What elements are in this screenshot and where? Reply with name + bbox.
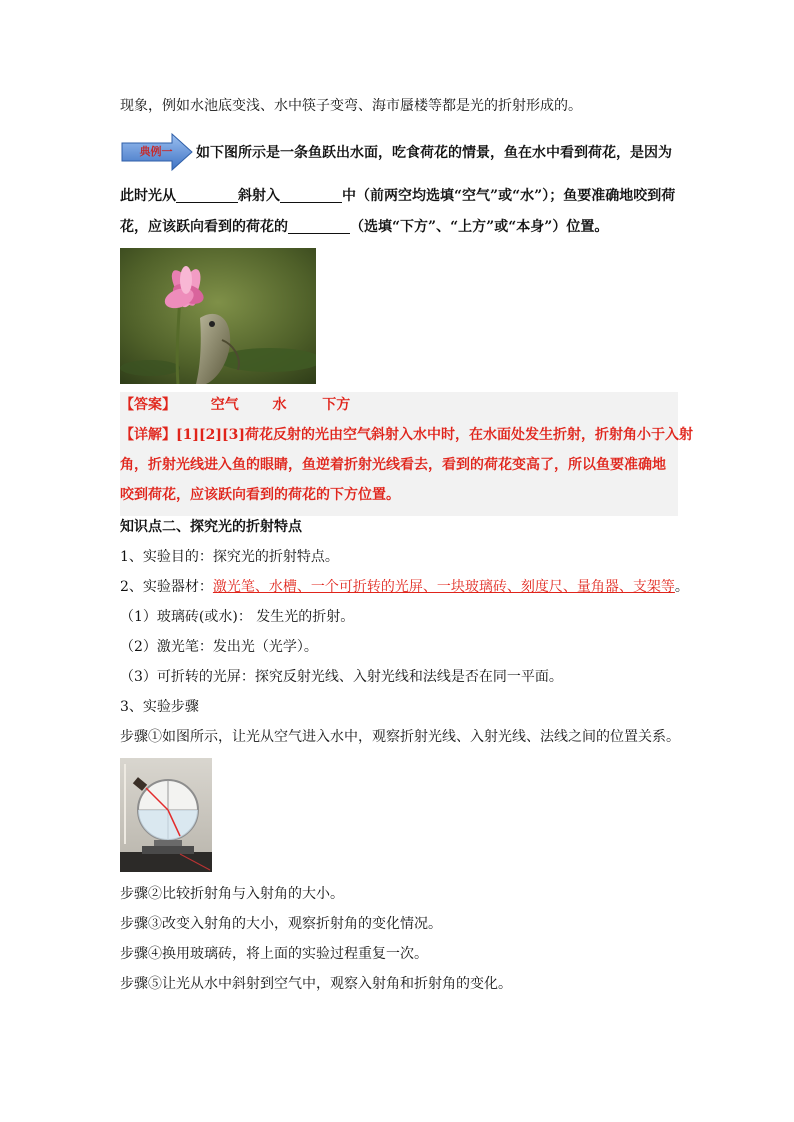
equipment-value: 激光笔、水槽、一个可折转的光屏、一块玻璃砖、刻度尺、量角器、支架等 [212, 579, 675, 595]
step-1: 步骤①如图所示，让光从空气进入水中，观察折射光线、入射光线、法线之间的位置关系。 [120, 729, 680, 745]
step-3: 步骤③改变入射角的大小，观察折射角的变化情况。 [120, 916, 442, 932]
detail-label: 【详解】 [120, 427, 176, 443]
question-text: 斜射入 [238, 188, 280, 204]
equipment-line [120, 577, 689, 597]
detail-line-1 [120, 425, 693, 445]
answer-line [120, 395, 350, 415]
answer-label: 【答案】 [120, 397, 176, 413]
purpose-text: 1、实验目的：探究光的折射特点。 [120, 549, 339, 565]
question-text: （选填“下方”、“上方”或“本身”）位置。 [350, 219, 609, 235]
answer-value-3: 下方 [322, 397, 351, 413]
detail-text: [1][2][3]荷花反射的光由空气斜射入水中时，在水面处发生折射，折射角小于入射 [176, 427, 693, 443]
section-title: 知识点二、探究光的折射特点 [120, 519, 302, 535]
example-badge-label: 典例一 [139, 145, 173, 158]
refraction-apparatus-photo [120, 758, 212, 872]
question-text: 中（前两空均选填“空气”或“水”）；鱼要准确地咬到荷 [342, 188, 676, 204]
answer-blank-2 [280, 188, 342, 203]
question-text: 花，应该跃向看到的荷花的 [120, 219, 288, 235]
sub-item-3: （3）可折转的光屏：探究反射光线、入射光线和法线是否在同一平面。 [120, 669, 563, 685]
answer-value-1: 空气 [210, 397, 239, 413]
intro-text: 现象，例如水池底变浅、水中筷子变弯、海市蜃楼等都是光的折射形成的。 [120, 98, 582, 114]
sub-item-1: （1）玻璃砖(或水)： 发生光的折射。 [120, 609, 355, 625]
question-line-1: 如下图所示是一条鱼跃出水面，吃食荷花的情景，鱼在水中看到荷花，是因为 [196, 145, 672, 161]
equipment-label: 2、实验器材： [120, 579, 213, 595]
fish-lotus-photo [120, 248, 316, 384]
question-line-3 [120, 217, 608, 237]
example-badge [120, 132, 194, 172]
sub-item-2: （2）激光笔：发出光（光学）。 [120, 639, 318, 655]
step-5: 步骤⑤让光从水中斜射到空气中，观察入射角和折射角的变化。 [120, 976, 512, 992]
step-4: 步骤④换用玻璃砖，将上面的实验过程重复一次。 [120, 946, 428, 962]
detail-line-2: 角，折射光线进入鱼的眼睛，鱼逆着折射光线看去，看到的荷花变高了，所以鱼要准确地 [120, 457, 666, 473]
steps-title: 3、实验步骤 [120, 699, 199, 715]
question-text: 此时光从 [120, 188, 176, 204]
question-line-2 [120, 186, 675, 206]
equipment-end: 。 [674, 579, 689, 595]
answer-value-2: 水 [272, 397, 287, 413]
answer-blank-3 [288, 219, 350, 234]
answer-blank-1 [176, 188, 238, 203]
step-2: 步骤②比较折射角与入射角的大小。 [120, 886, 344, 902]
detail-line-3: 咬到荷花，应该跃向看到的荷花的下方位置。 [120, 487, 400, 503]
